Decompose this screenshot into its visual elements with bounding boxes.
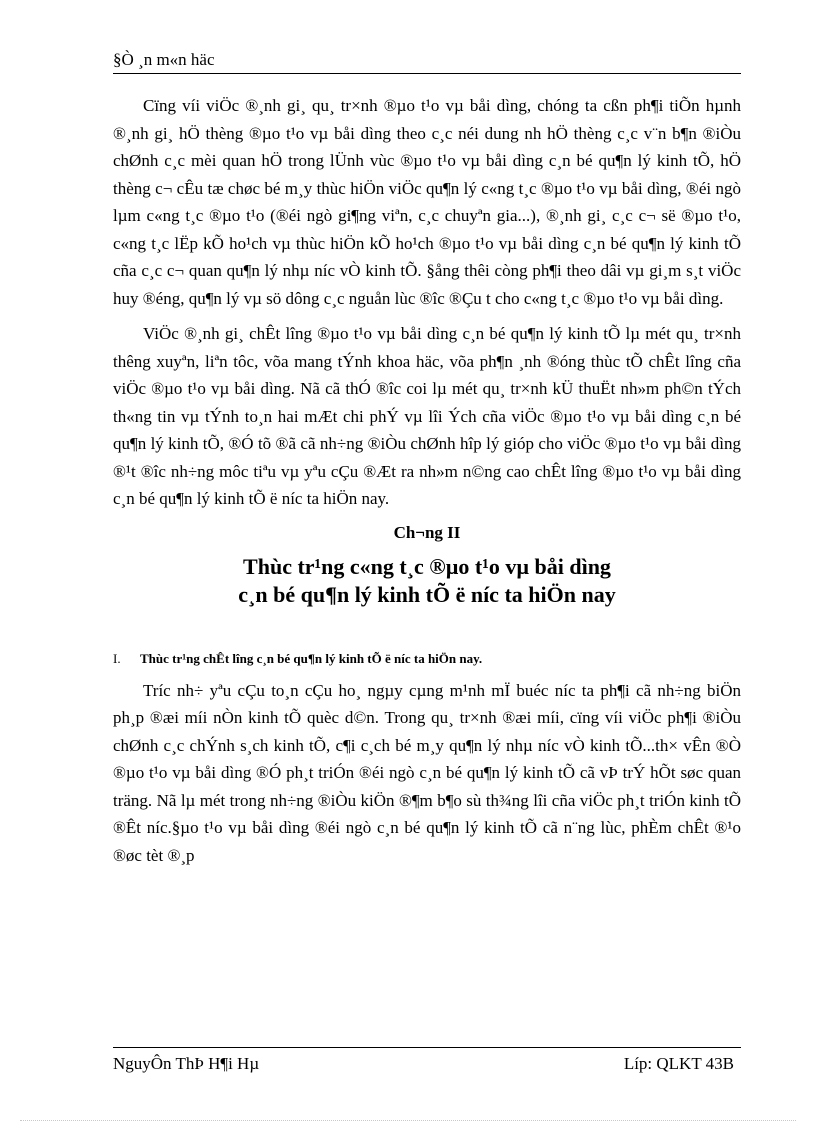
section-number: I.	[113, 650, 121, 666]
paragraph-section-intro: Tríc nh÷ yªu cÇu to¸n cÇu ho¸ ngµy cµng m¹nh mÏ buéc níc ta ph¶i cã nh÷ng biÖn ph¸p ®æi míi nÒn kinh tÕ quèc d©n. Trong qu¸ tr×nh ®æi míi, cïng víi viÖc ph¶i ®iÒu chØnh c¸c chÝnh s¸ch kinh tÕ, c¶i c¸ch bé m¸y qu¶n lý nhµ níc vÒ kinh tÕ...th× vÊn ®Ò ®µo t¹o vµ båi dìng ®Ó ph¸t triÓn ®éi ngò c¸n bé qu¶n lý kinh tÕ cã vÞ trÝ hÕt søc quan träng. Nã lµ mét trong nh÷ng ®iÒu kiÖn ®¶m b¶o sù th¾ng lîi cña viÖc ph¸t triÓn kinh tÕ ®Êt níc.§µo t¹o vµ båi dìng ®éi ngò c¸n bé qu¶n lý kinh tÕ cã n¨ng lùc, phÈm chÊt ®¹o ®øc tèt ®¸p	[113, 680, 741, 865]
document-body	[113, 92, 741, 877]
chapter-label: Ch¬ng II	[393, 522, 461, 542]
page-edge-divider	[20, 1120, 796, 1121]
footer-author: NguyÔn ThÞ H¶i Hµ	[113, 1054, 260, 1073]
paragraph-quality-evaluation: ViÖc ®¸nh gi¸ chÊt lîng ®µo t¹o vµ båi dìng c¸n bé qu¶n lý kinh tÕ lµ mét qu¸ tr×nh thêng xuyªn, liªn tôc, võa mang tÝnh khoa häc, võa ph¶n ¸nh ®óng thùc tÕ chÊt lîng cña viÖc ®µo t¹o vµ båi dìng. Nã cã thÓ ®îc coi lµ mét qu¸ tr×nh kÜ thuËt nh»m ph©n tÝch th«ng tin vµ tÝnh to¸n hai mÆt chi phÝ vµ lîi Ých cña viÖc ®µo t¹o vµ båi dìng c¸n bé qu¶n lý kinh tÕ, ®Ó tõ ®ã cã nh÷ng ®iÒu chØnh hîp lý gióp cho viÖc ®µo t¹o vµ båi dìng ®¹t ®îc nh÷ng môc tiªu vµ yªu cÇu ®Æt ra nh»m n©ng cao chÊt lîng ®µo t¹o vµ båi dìng c¸n bé qu¶n lý kinh tÕ ë níc ta hiÖn nay.	[113, 324, 741, 508]
section-title: Thùc tr¹ng chÊt lîng c¸n bé qu¶n lý kinh tÕ ë níc ta hiÖn nay.	[140, 650, 483, 666]
paragraph-evaluation-system: Cïng víi viÖc ®¸nh gi¸ qu¸ tr×nh ®µo t¹o vµ båi dìng, chóng ta cßn ph¶i tiÕn hµnh ®¸nh gi¸ hÖ thèng ®µo t¹o vµ båi dìng theo c¸c néi dung nh hÖ thèng c¸c v¨n b¶n ®iÒu chØnh c¸c mèi quan hÖ trong lÜnh vùc ®µo t¹o vµ båi dìng c¸n bé qu¶n lý kinh tÕ, hÖ thèng c¬ cÊu tæ chøc bé m¸y thùc hiÖn viÖc qu¶n lý c«ng t¸c ®µo t¹o vµ båi dìng, ®éi ngò lµm c«ng t¸c ®µo t¹o (®éi ngò gi¶ng viªn, c¸c chuyªn gia...), ®¸nh gi¸ c¸c c¬ së ®µo t¹o, c«ng t¸c lËp kÕ ho¹ch vµ thùc hiÖn kÕ ho¹ch ®µo t¹o vµ båi dìng c¸n bé qu¶n lý kinh tÕ cña c¸c c¬ quan qu¶n lý nhµ níc vÒ kinh tÕ. §ång thêi còng ph¶i theo dâi vµ gi¸m s¸t viÖc huy ®éng, qu¶n lý vµ sö dông c¸c nguån lùc ®îc ®Çu t cho c«ng t¸c ®µo t¹o vµ båi dìng.	[113, 96, 741, 308]
section-heading	[113, 651, 741, 667]
page-header-title: §Ò ¸n m«n häc	[113, 50, 215, 69]
footer-rule	[113, 1047, 741, 1048]
chapter-title-line-1: Thùc tr¹ng c«ng t¸c ®µo t¹o vµ båi dìng	[243, 553, 611, 579]
chapter-title-line-2: c¸n bé qu¶n lý kinh tÕ ë níc ta hiÖn nay	[238, 581, 616, 607]
chapter-title	[113, 553, 741, 609]
header-rule	[113, 73, 741, 74]
footer-class-label: Líp: QLKT 43B	[623, 1054, 734, 1073]
